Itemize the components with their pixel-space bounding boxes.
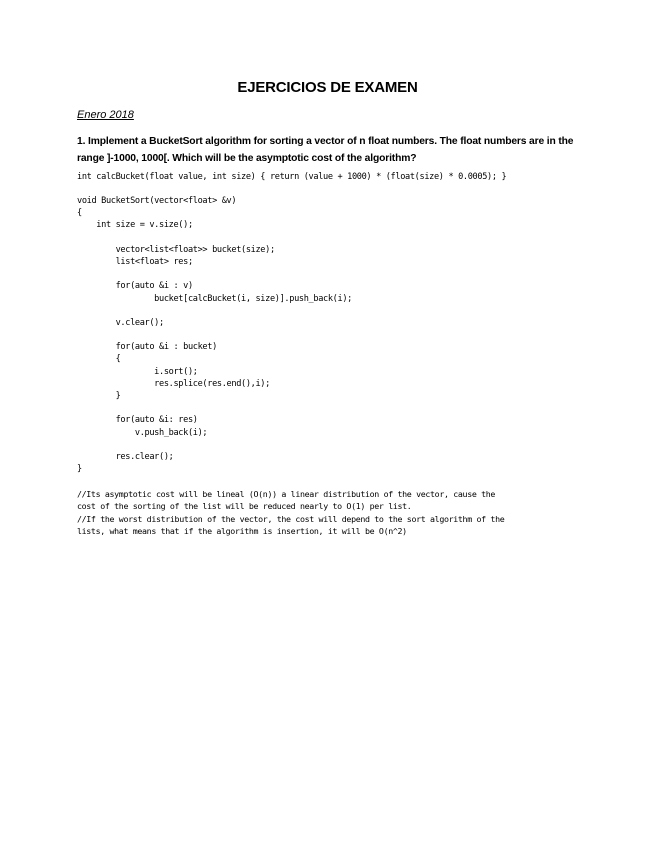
question-body: Implement a BucketSort algorithm for sorting a vector of n float numbers. The float numbers are in the range ]-1000, 1000[. Which will be the asymptotic cost of the algorithm? (77, 136, 574, 164)
code-line (77, 402, 352, 414)
code-line: res.clear(); (77, 451, 174, 462)
code-line (77, 232, 352, 244)
code-line: v.clear(); (77, 317, 164, 328)
question-number: 1. (77, 136, 86, 147)
code-line: int size = v.size(); (77, 220, 193, 231)
page-title: EJERCICIOS DE EXAMEN (237, 79, 418, 96)
code-line (77, 439, 352, 451)
code-line: int calcBucket(float value, int size) { return (value + 1000) * (float(size) * 0.0005); } (77, 172, 507, 182)
comment-line: //If the worst distribution of the vector, the cost will depend to the sort algorithm of the (77, 513, 505, 524)
code-line (77, 268, 352, 280)
comment-line: cost of the sorting of the list will be reduced nearly to O(1) per list. (77, 501, 412, 512)
code-line: void BucketSort(vector<float> &v) (77, 196, 237, 206)
code-line: v.push_back(i); (77, 427, 208, 438)
code-line: { (77, 354, 121, 365)
comment-line: //Its asymptotic cost will be lineal (O(n)) a linear distribution of the vector, cause the (77, 489, 496, 499)
code-line: } (77, 391, 121, 401)
answer-comments (77, 488, 504, 537)
code-line: for(auto &i : v) (77, 281, 193, 292)
code-line: for(auto &i: res) (77, 415, 198, 426)
comment-line: lists, what means that if the algorithm is insertion, it will be O(n^2) (77, 525, 407, 536)
question-text (77, 133, 582, 167)
code-line: vector<list<float>> bucket(size); (77, 244, 275, 255)
code-line: list<float> res; (77, 256, 193, 267)
code-line: { (77, 208, 82, 219)
code-line: bucket[calcBucket(i, size)].push_back(i); (77, 293, 352, 304)
section-date: Enero 2018 (77, 109, 134, 121)
code-line: res.splice(res.end(),i); (77, 378, 270, 389)
code-line (77, 329, 352, 341)
code-line: for(auto &i : bucket) (77, 342, 217, 353)
code-line: } (77, 464, 82, 475)
code-block-bucketsort (77, 195, 352, 475)
code-block-calcbucket (77, 171, 506, 183)
code-line (77, 305, 352, 317)
code-line: i.sort(); (77, 366, 198, 377)
